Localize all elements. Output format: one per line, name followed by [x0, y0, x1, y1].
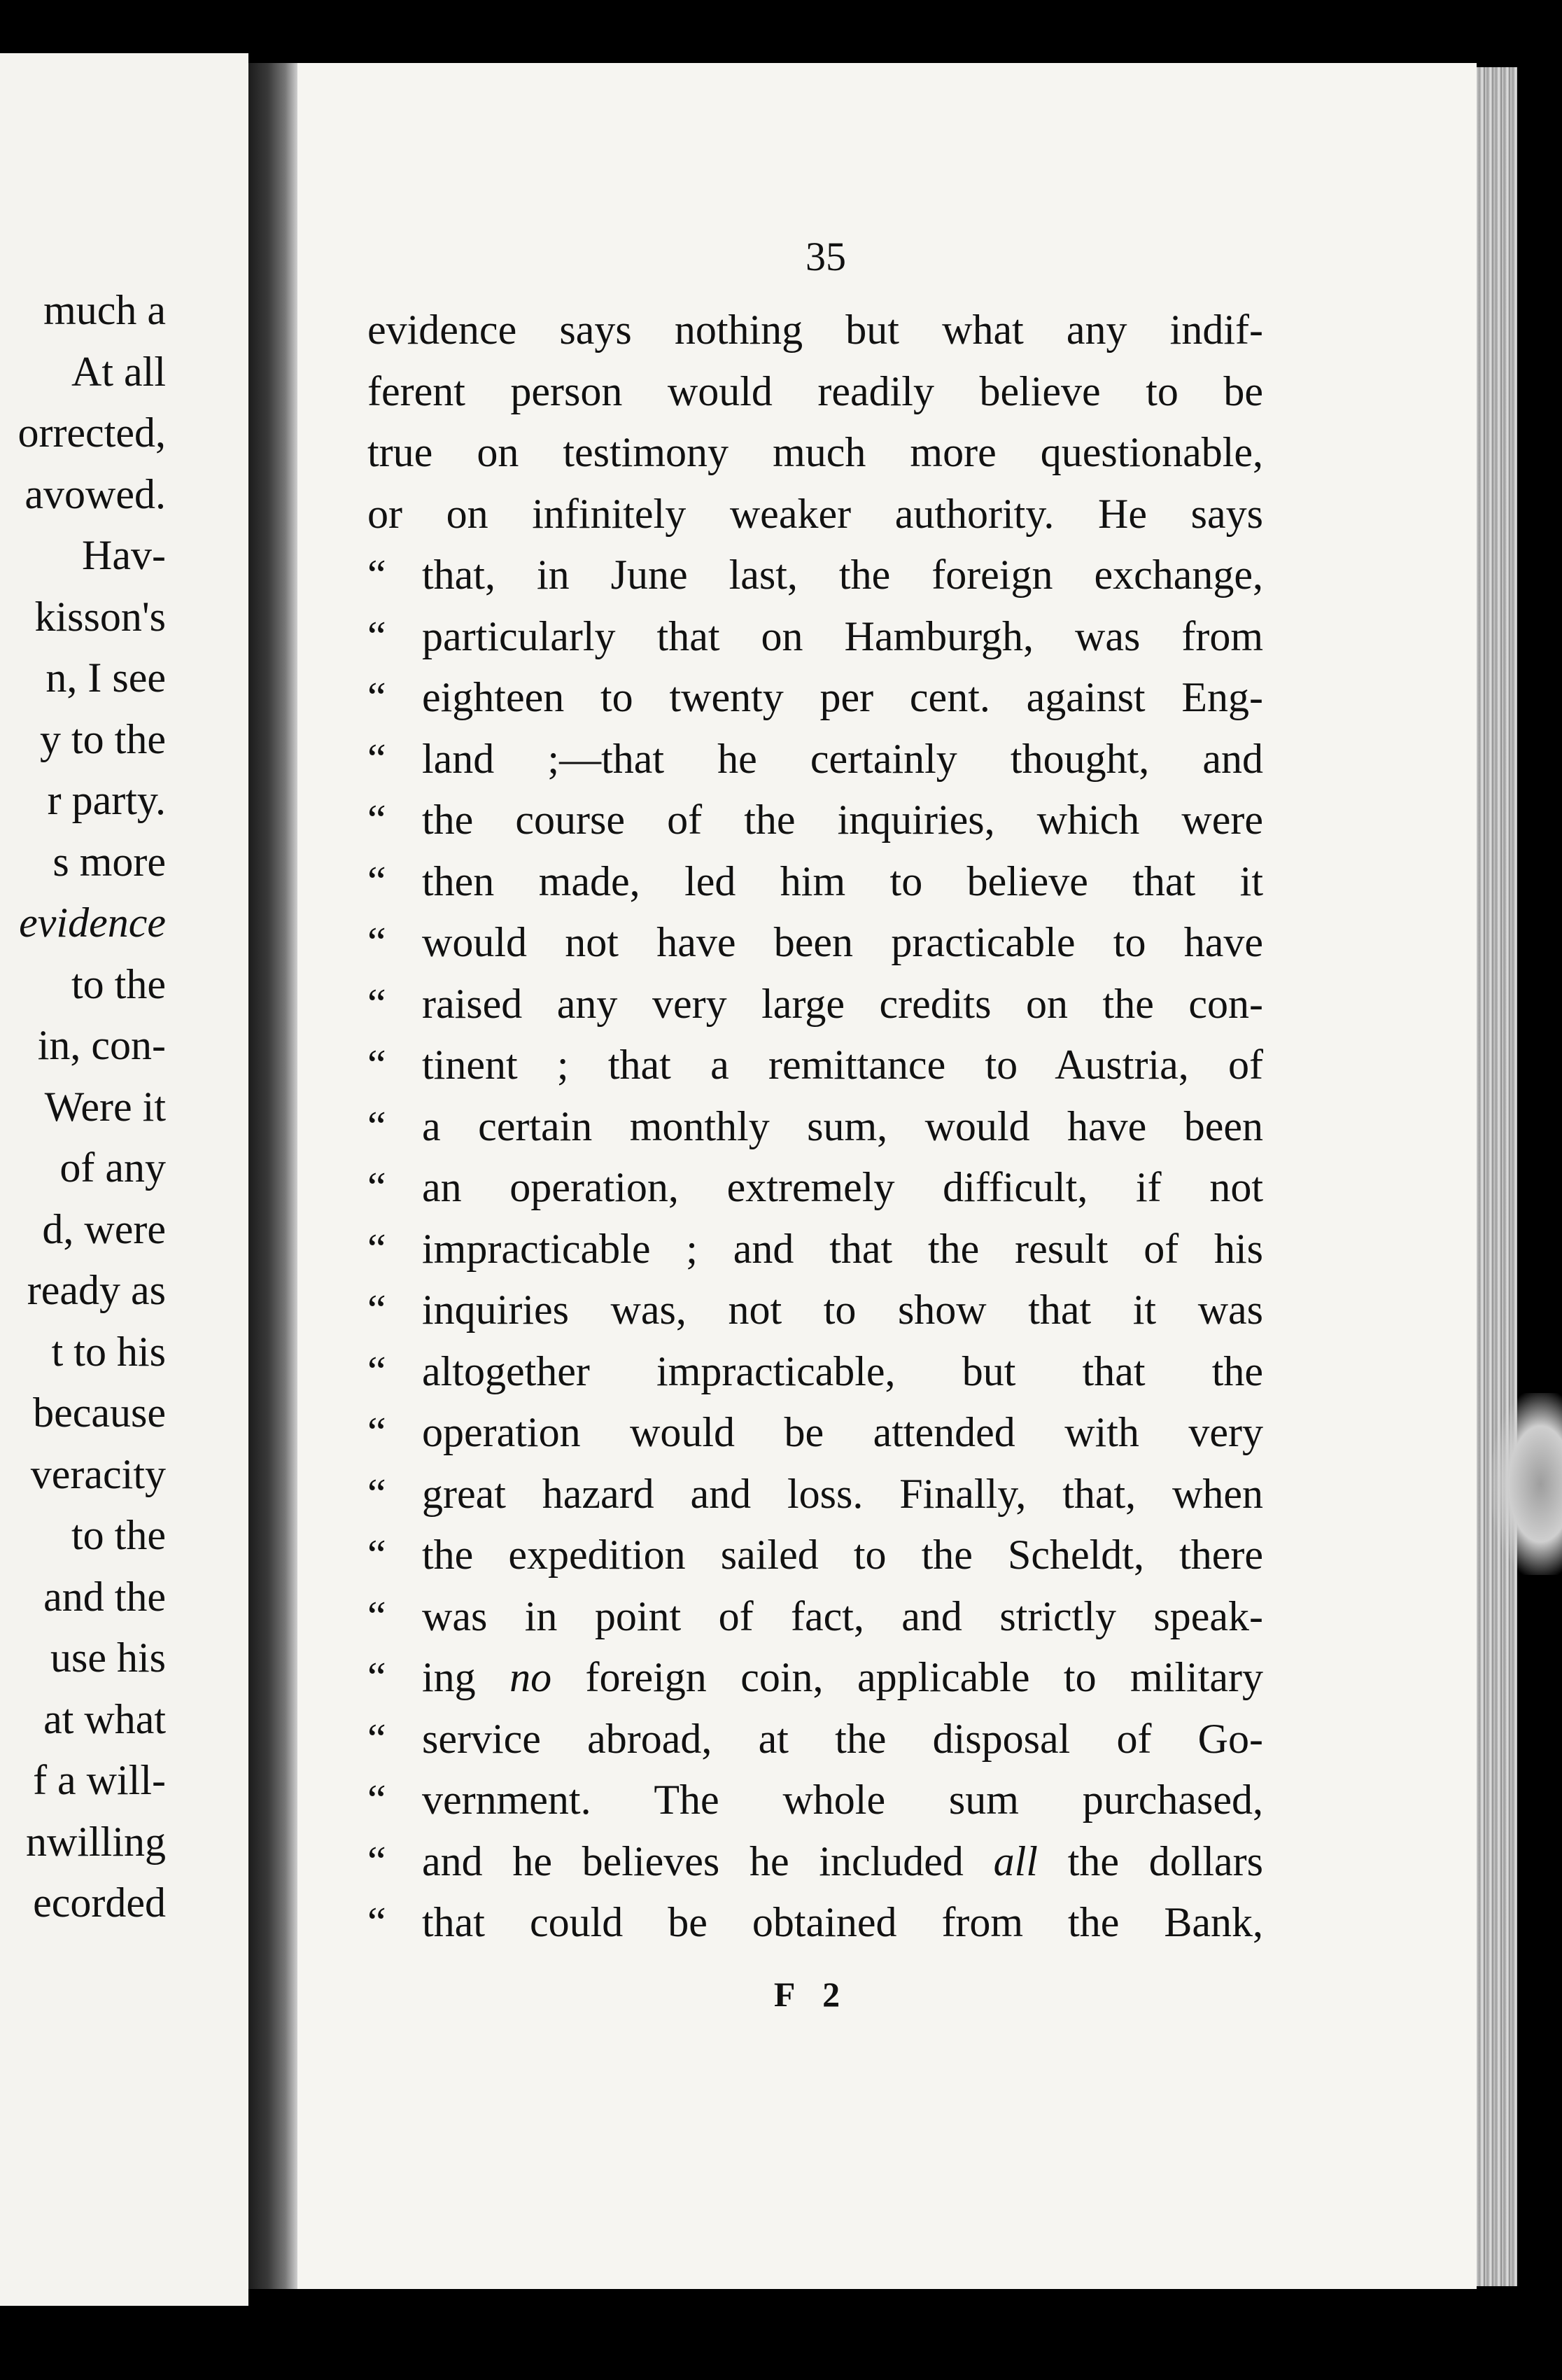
text-line — [367, 974, 1263, 1035]
text-run: operation would be attended with very — [422, 1409, 1263, 1455]
text-run: service abroad, at the disposal of Go- — [422, 1715, 1263, 1762]
previous-page-line: at what — [43, 1695, 166, 1742]
text-line — [367, 1280, 1263, 1341]
previous-page-line: use his — [50, 1634, 166, 1681]
text-line-content — [367, 484, 1263, 545]
previous-page-line: ecorded — [33, 1879, 166, 1926]
page-stain — [1491, 1393, 1562, 1575]
text-line-content — [422, 1402, 1263, 1464]
text-line-content — [422, 1831, 1263, 1893]
text-line-content — [422, 1280, 1263, 1341]
text-line-content — [422, 912, 1263, 974]
text-run: great hazard and loss. Finally, that, when — [422, 1470, 1263, 1517]
previous-page-line: avowed. — [24, 470, 166, 517]
text-run: eighteen to twenty per cent. against Eng- — [422, 674, 1263, 720]
quotation-mark: “ — [367, 674, 386, 720]
text-line — [367, 361, 1263, 423]
text-line-content — [422, 1464, 1263, 1525]
text-line — [367, 1096, 1263, 1158]
text-run: impracticable ; and that the result of his — [422, 1225, 1263, 1272]
text-line — [367, 1831, 1263, 1893]
quotation-mark: “ — [367, 1837, 386, 1884]
text-line — [367, 1035, 1263, 1096]
text-line — [367, 729, 1263, 790]
page-edges — [1477, 67, 1517, 2286]
text-run: the expedition sailed to the Scheldt, there — [422, 1532, 1263, 1578]
text-line — [367, 1647, 1263, 1709]
text-line-content — [422, 545, 1263, 606]
text-run: vernment. The whole sum purchased, — [422, 1777, 1263, 1823]
text-line-content — [422, 1770, 1263, 1831]
previous-page-line: Hav- — [82, 532, 166, 578]
text-line-content — [422, 851, 1263, 913]
previous-page-line: s more — [52, 838, 166, 885]
text-line-content — [422, 1096, 1263, 1158]
previous-page-line: f a will- — [33, 1757, 166, 1803]
text-line-content — [422, 667, 1263, 729]
text-run: and he believes he included — [422, 1837, 994, 1884]
text-run: true on testimony much more questionable, — [367, 429, 1263, 475]
previous-page-line: to the — [71, 960, 166, 1007]
text-line-content — [367, 361, 1263, 423]
previous-page-line: to the — [71, 1512, 166, 1558]
text-line-content — [422, 1647, 1263, 1709]
text-line — [367, 1892, 1263, 1954]
quotation-mark: “ — [367, 1654, 386, 1700]
previous-page-line: because — [33, 1390, 166, 1436]
text-run: altogether impracticable, but that the — [422, 1348, 1263, 1394]
text-run: or on infinitely weaker authority. He says — [367, 490, 1263, 537]
quotation-mark: “ — [367, 858, 386, 904]
page-number: 35 — [805, 234, 846, 279]
text-line-content — [367, 422, 1263, 484]
text-line — [367, 545, 1263, 606]
text-run: that, in June last, the foreign exchange, — [422, 552, 1263, 598]
italic-word: all — [993, 1837, 1038, 1884]
previous-page-text — [17, 280, 166, 1934]
book-gutter — [248, 63, 297, 2289]
text-line-content — [422, 1219, 1263, 1280]
previous-page-text-clip — [0, 0, 248, 2380]
text-line-content — [422, 790, 1263, 851]
text-line-content — [367, 300, 1263, 361]
text-run: particularly that on Hamburgh, was from — [422, 612, 1263, 659]
text-line — [367, 1770, 1263, 1831]
text-line — [367, 790, 1263, 851]
previous-page-line: r party. — [47, 777, 166, 823]
text-run: foreign coin, applicable to military — [551, 1654, 1263, 1700]
text-run: the dollars — [1037, 1837, 1264, 1884]
text-line — [367, 484, 1263, 545]
text-run: that could be obtained from the Bank, — [422, 1899, 1263, 1945]
text-line — [367, 1464, 1263, 1525]
text-line — [367, 1709, 1263, 1770]
text-line-content — [422, 1525, 1263, 1586]
previous-page-line: much a — [43, 287, 166, 333]
quotation-mark: “ — [367, 1532, 386, 1578]
text-line — [367, 1219, 1263, 1280]
quotation-mark: “ — [367, 1042, 386, 1088]
text-line-content — [422, 1035, 1263, 1096]
text-run: land ;—that he certainly thought, and — [422, 735, 1263, 782]
text-line — [367, 606, 1263, 668]
quotation-mark: “ — [367, 1777, 386, 1823]
text-run: inquiries was, not to show that it was — [422, 1287, 1263, 1333]
text-run: would not have been practicable to have — [422, 919, 1263, 965]
text-run: a certain monthly sum, would have been — [422, 1102, 1263, 1149]
text-line — [367, 667, 1263, 729]
quotation-mark: “ — [367, 1470, 386, 1517]
quotation-mark: “ — [367, 1102, 386, 1149]
previous-page-line: orrected, — [17, 410, 166, 456]
text-line — [367, 1341, 1263, 1403]
previous-page-line: Were it — [44, 1083, 166, 1130]
text-line — [367, 1586, 1263, 1648]
italic-word: no — [509, 1654, 552, 1700]
text-run: tinent ; that a remittance to Austria, of — [422, 1042, 1263, 1088]
text-run: ferent person would readily believe to be — [367, 368, 1263, 414]
text-line-content — [422, 1586, 1263, 1648]
previous-page-line: veracity — [30, 1450, 166, 1497]
text-line — [367, 851, 1263, 913]
text-line-content — [422, 1341, 1263, 1403]
previous-page-line: n, I see — [45, 654, 166, 701]
previous-page-line: t to his — [51, 1328, 166, 1375]
text-run: was in point of fact, and strictly speak- — [422, 1592, 1263, 1639]
previous-page-line: d, were — [42, 1205, 166, 1252]
printer-signature-mark: F 2 — [773, 1975, 850, 2014]
page-body-text — [367, 300, 1263, 1954]
quotation-mark: “ — [367, 552, 386, 598]
quotation-mark: “ — [367, 1287, 386, 1333]
text-line-content — [422, 1892, 1263, 1954]
previous-page-line: kisson's — [34, 593, 166, 640]
previous-page-line: nwilling — [25, 1818, 166, 1865]
quotation-mark: “ — [367, 1715, 386, 1762]
previous-page-line: evidence — [19, 899, 166, 946]
text-run: an operation, extremely difficult, if not — [422, 1164, 1263, 1210]
quotation-mark: “ — [367, 980, 386, 1027]
text-line — [367, 1525, 1263, 1586]
quotation-mark: “ — [367, 735, 386, 782]
text-line — [367, 300, 1263, 361]
quotation-mark: “ — [367, 919, 386, 965]
quotation-mark: “ — [367, 797, 386, 843]
text-run: evidence says nothing but what any indif- — [367, 307, 1263, 353]
text-line-content — [422, 606, 1263, 668]
text-line-content — [422, 1709, 1263, 1770]
previous-page-line: in, con- — [37, 1022, 166, 1068]
quotation-mark: “ — [367, 1348, 386, 1394]
text-line — [367, 1157, 1263, 1219]
text-line — [367, 1402, 1263, 1464]
quotation-mark: “ — [367, 612, 386, 659]
text-line-content — [422, 729, 1263, 790]
text-run: then made, led him to believe that it — [422, 858, 1263, 904]
previous-page-line: of any — [59, 1144, 166, 1191]
quotation-mark: “ — [367, 1164, 386, 1210]
quotation-mark: “ — [367, 1225, 386, 1272]
previous-page-line: y to the — [40, 715, 166, 762]
text-line — [367, 422, 1263, 484]
text-line-content — [422, 1157, 1263, 1219]
quotation-mark: “ — [367, 1592, 386, 1639]
text-run: the course of the inquiries, which were — [422, 797, 1263, 843]
text-run: ing — [422, 1654, 510, 1700]
previous-page-line: At all — [71, 348, 166, 395]
previous-page-line: and the — [43, 1573, 166, 1620]
text-line — [367, 912, 1263, 974]
previous-page-line: ready as — [27, 1267, 166, 1313]
quotation-mark: “ — [367, 1899, 386, 1945]
text-line-content — [422, 974, 1263, 1035]
text-run: raised any very large credits on the con- — [422, 980, 1263, 1027]
quotation-mark: “ — [367, 1409, 386, 1455]
